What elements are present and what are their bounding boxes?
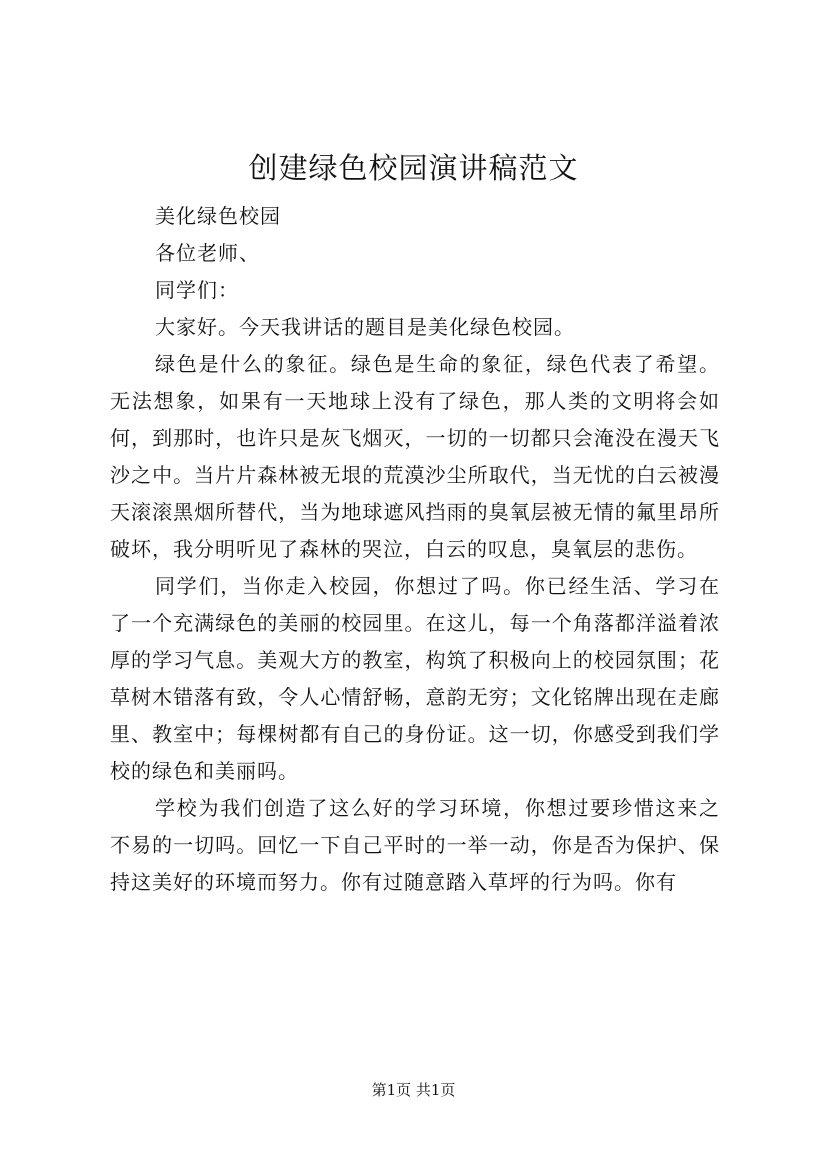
paragraph-subtitle: 美化绿色校园 — [155, 204, 281, 228]
document-title: 创建绿色校园演讲稿范文 — [248, 151, 579, 185]
paragraph-environment: 学校为我们创造了这么好的学习环境，你想过要珍惜这来之不易的一切吗。回忆一下自己平时的一举一动，你是否为保护、保持这美好的环境而努力。你有过随意踏入草坪的行为吗。你有 — [110, 796, 720, 894]
page-footer: 第1页 共1页 — [371, 1081, 456, 1099]
paragraph-greeting: 大家好。今天我讲话的题目是美化绿色校园。 — [155, 315, 575, 339]
paragraph-salutation-teachers: 各位老师、 — [155, 241, 260, 265]
paragraph-salutation-students: 同学们： — [155, 278, 239, 302]
document-body — [110, 198, 720, 901]
paragraph-campus: 同学们，当你走入校园，你想过了吗。你已经生活、学习在了一个充满绿色的美丽的校园里。在这儿，每一个角落都洋溢着浓厚的学习气息。美观大方的教室，构筑了积极向上的校园氛围；花草树木错落有致，令人心情舒畅，意韵无穷；文化铭牌出现在走廊里、教室中；每棵树都有自己的身份证。这一切，你感受到我们学校的绿色和美丽吗。 — [110, 574, 720, 783]
paragraph-green-symbol: 绿色是什么的象征。绿色是生命的象征，绿色代表了希望。无法想象，如果有一天地球上没有了绿色，那人类的文明将会如何，到那时，也许只是灰飞烟灭，一切的一切都只会淹没在漫天飞沙之中。当片片森林被无垠的荒漠沙尘所取代，当无忧的白云被漫天滚滚黑烟所替代，当为地球遮风挡雨的臭氧层被无情的氟里昂所破坏，我分明听见了森林的哭泣，白云的叹息，臭氧层的悲伤。 — [110, 352, 720, 561]
